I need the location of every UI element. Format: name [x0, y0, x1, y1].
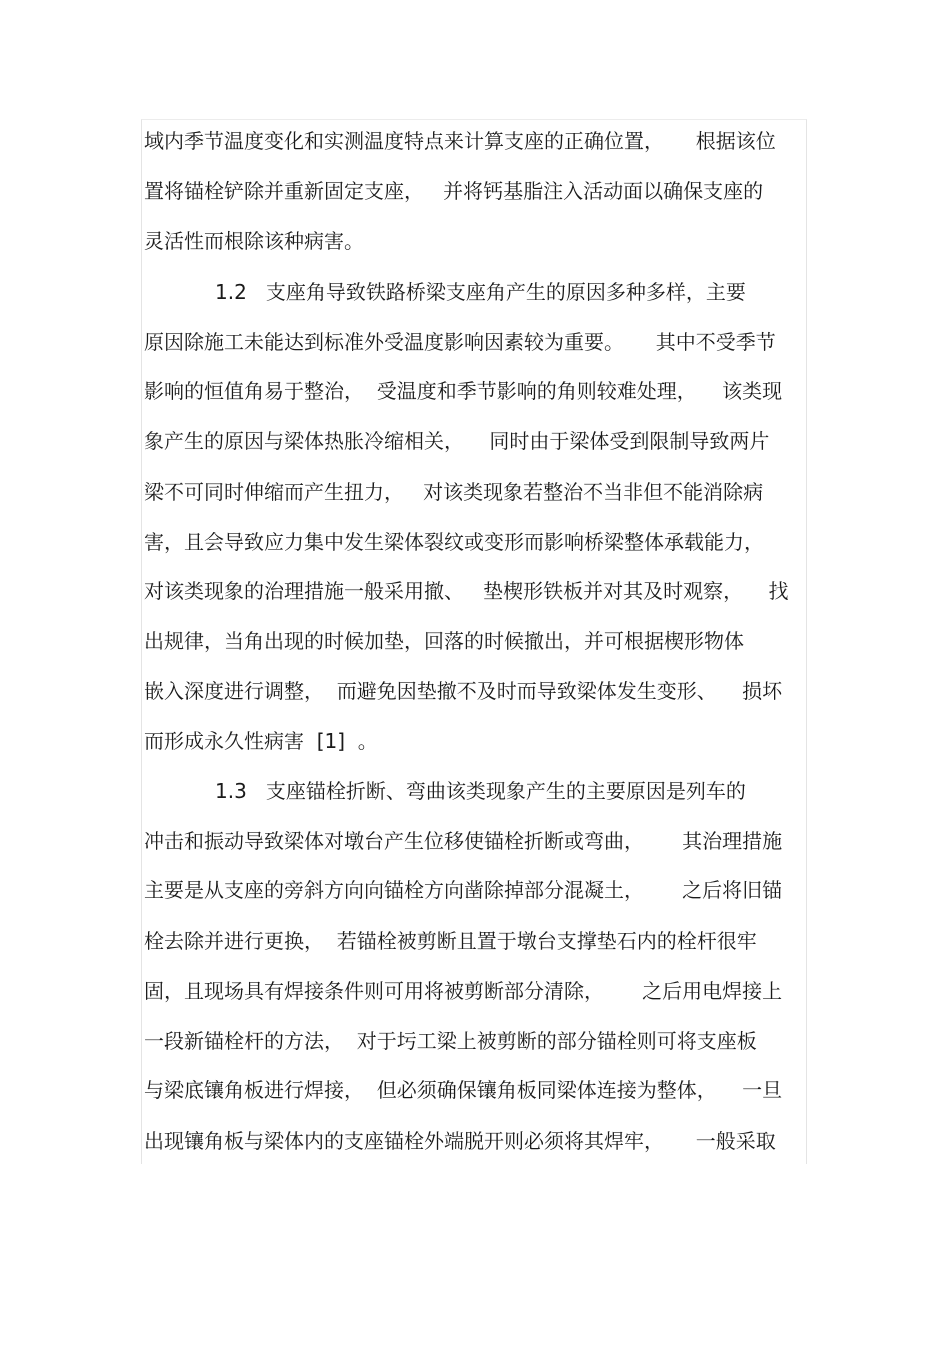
text-line: 原因除施工未能达到标准外受温度影响因素较为重要。 其中不受季节	[144, 330, 776, 354]
text-line: 影响的恒值角易于整治， 受温度和季节影响的角则较难处理， 该类现	[144, 379, 783, 403]
text-line: 灵活性而根除该种病害。	[144, 229, 364, 253]
text-line: 对该类现象的治理措施一般采用撤、 垫楔形铁板并对其及时观察， 找	[144, 579, 789, 603]
text-line: 害，且会导致应力集中发生梁体裂纹或变形而影响桥梁整体承载能力，	[144, 530, 764, 554]
text-line: 出规律，当角出现的时候加垫，回落的时候撤出，并可根据楔形物体	[144, 629, 744, 653]
text-line: 栓去除并进行更换， 若锚栓被剪断且置于墩台支撑垫石内的栓杆很牢	[144, 929, 757, 953]
text-line: 主要是从支座的旁斜方向向锚栓方向凿除掉部分混凝土， 之后将旧锚	[144, 878, 783, 902]
text-line: 与梁底镶角板进行焊接， 但必须确保镶角板同梁体连接为整体， 一旦	[144, 1078, 783, 1102]
text-line: 梁不可同时伸缩而产生扭力， 对该类现象若整治不当非但不能消除病	[144, 480, 764, 504]
text-line: 冲击和振动导致梁体对墩台产生位移使锚栓折断或弯曲， 其治理措施	[144, 829, 783, 853]
text-line: 固，且现场具有焊接条件则可用将被剪断部分清除， 之后用电焊接上	[144, 979, 783, 1003]
text-line: 一段新锚栓杆的方法， 对于圬工梁上被剪断的部分锚栓则可将支座板	[144, 1029, 757, 1053]
text-line: 出现镶角板与梁体内的支座锚栓外端脱开则必须将其焊牢， 一般采取	[144, 1129, 776, 1153]
text-line: 域内季节温度变化和实测温度特点来计算支座的正确位置， 根据该位	[144, 129, 776, 153]
section-heading-1-3: 1.3 支座锚栓折断、弯曲该类现象产生的主要原因是列车的	[215, 779, 746, 803]
text-line: 置将锚栓铲除并重新固定支座， 并将钙基脂注入活动面以确保支座的	[144, 179, 764, 203]
text-line: 象产生的原因与梁体热胀冷缩相关， 同时由于梁体受到限制导致两片	[144, 429, 770, 453]
text-line: 而形成永久性病害 [1] 。	[144, 729, 378, 753]
section-heading-1-2: 1.2 支座角导致铁路桥梁支座角产生的原因多种多样，主要	[215, 280, 746, 304]
text-line: 嵌入深度进行调整， 而避免因垫撤不及时而导致梁体发生变形、 损坏	[144, 679, 783, 703]
